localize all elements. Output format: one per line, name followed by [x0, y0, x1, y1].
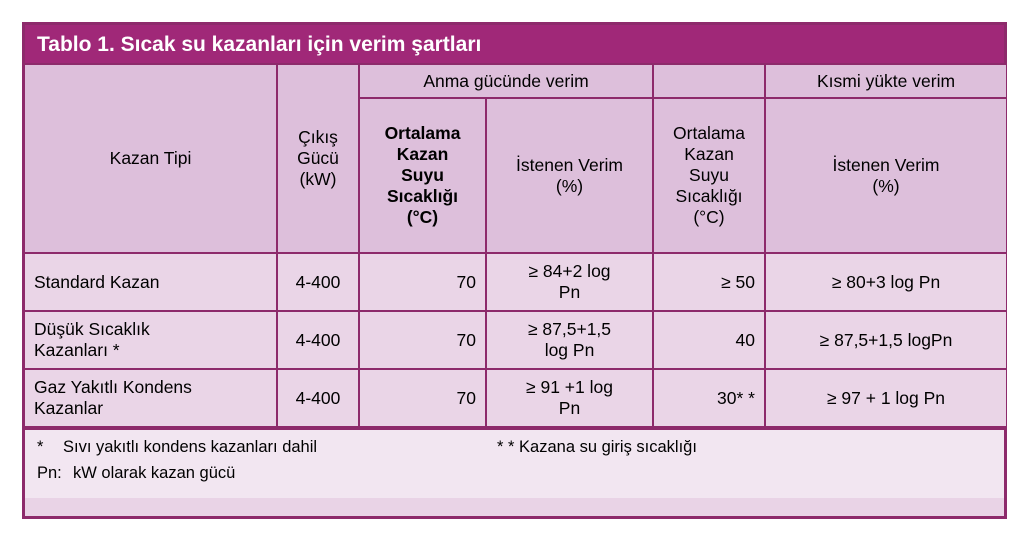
- row-nominal-temp: 70: [359, 369, 486, 427]
- row-partial-temp: 30* *: [653, 369, 765, 427]
- row-partial-eff: ≥ 87,5+1,5 logPn: [765, 311, 1006, 369]
- header-nominal-eff-line-2: (%): [555, 175, 584, 196]
- header-partial-temp-line-3: Suyu: [689, 165, 729, 185]
- row-type-line-2: Kazanlar: [34, 398, 104, 418]
- header-partial-required-eff: [765, 98, 1006, 253]
- row-nominal-temp: 70: [359, 311, 486, 369]
- row-output: 4-400: [277, 253, 359, 311]
- row-type-line-1: Standard Kazan: [34, 271, 160, 292]
- header-partial-temp-line-2: Kazan: [684, 144, 734, 164]
- header-nominal-temp-line-4: Sıcaklığı: [386, 186, 458, 206]
- header-nominal-temp-line-2: Kazan: [396, 144, 449, 164]
- table-title: Tablo 1. Sıcak su kazanları için verim şartları: [25, 25, 1004, 65]
- header-output-line-2: Gücü: [297, 148, 339, 168]
- row-partial-temp: ≥ 50: [653, 253, 765, 311]
- header-partial-temp-line-4: Sıcaklığı: [675, 186, 743, 206]
- header-output-power: [277, 65, 359, 253]
- header-partial-temp-line-5: (°C): [693, 207, 725, 227]
- row-boiler-type: [25, 369, 277, 427]
- row-boiler-type: [25, 311, 277, 369]
- footnote-mark-a: *: [37, 438, 44, 456]
- header-partial-avg-temp: [653, 98, 765, 253]
- header-nominal-temp-line-1: Ortalama: [384, 123, 461, 143]
- header-output-line-1: Çıkış: [298, 127, 338, 147]
- header-nominal-required-eff: [486, 98, 653, 253]
- row-nominal-eff: [486, 311, 653, 369]
- row-nominal-eff-line-2: log Pn: [544, 340, 595, 360]
- row-nominal-eff-line-1: ≥ 91 +1 log: [526, 377, 613, 397]
- table-row: [25, 369, 1006, 427]
- header-partial-temp-line-1: Ortalama: [673, 123, 745, 143]
- row-nominal-eff-line-2: Pn: [558, 398, 581, 418]
- efficiency-table: [25, 65, 1006, 428]
- header-nominal-eff-line-1: İstenen Verim: [516, 154, 623, 175]
- footnotes: [25, 428, 1004, 498]
- row-partial-eff: ≥ 97 + 1 log Pn: [765, 369, 1006, 427]
- row-type-line-1: Düşük Sıcaklık: [34, 319, 150, 339]
- row-output: 4-400: [277, 369, 359, 427]
- table-row: [25, 253, 1006, 311]
- footnote-mark-b: * *: [497, 438, 515, 456]
- footnote-text-b: Kazana su giriş sıcaklığı: [519, 438, 697, 456]
- footnote-text-c: kW olarak kazan gücü: [73, 464, 236, 482]
- header-row-groups: [25, 65, 1006, 98]
- row-nominal-eff-line-2: Pn: [558, 282, 581, 302]
- header-nominal-avg-temp: [359, 98, 486, 253]
- header-group-partial: Kısmi yükte verim: [765, 65, 1006, 98]
- row-boiler-type: [25, 253, 277, 311]
- row-partial-eff: ≥ 80+3 log Pn: [765, 253, 1006, 311]
- header-nominal-temp-line-3: Suyu: [401, 165, 444, 185]
- footnote-mark-c: Pn:: [37, 464, 62, 482]
- row-nominal-eff: [486, 369, 653, 427]
- header-partial-eff-line-1: İstenen Verim: [832, 154, 940, 175]
- row-type-line-1: Gaz Yakıtlı Kondens: [34, 377, 192, 397]
- header-nominal-temp-line-5: (°C): [406, 207, 439, 227]
- row-partial-temp: 40: [653, 311, 765, 369]
- row-nominal-eff-line-1: ≥ 84+2 log: [528, 261, 611, 281]
- table-row: [25, 311, 1006, 369]
- header-boiler-type: Kazan Tipi: [25, 65, 277, 253]
- row-output: 4-400: [277, 311, 359, 369]
- header-group-spacer: [653, 65, 765, 98]
- header-group-nominal: Anma gücünde verim: [359, 65, 653, 98]
- row-nominal-eff-line-1: ≥ 87,5+1,5: [527, 319, 612, 339]
- table-card: [22, 22, 1007, 519]
- footnote-text-a: Sıvı yakıtlı kondens kazanları dahil: [63, 438, 318, 456]
- row-nominal-eff: [486, 253, 653, 311]
- header-output-line-3: (kW): [299, 169, 337, 189]
- row-type-line-2: Kazanları *: [34, 340, 120, 360]
- row-nominal-temp: 70: [359, 253, 486, 311]
- header-partial-eff-line-2: (%): [872, 175, 900, 196]
